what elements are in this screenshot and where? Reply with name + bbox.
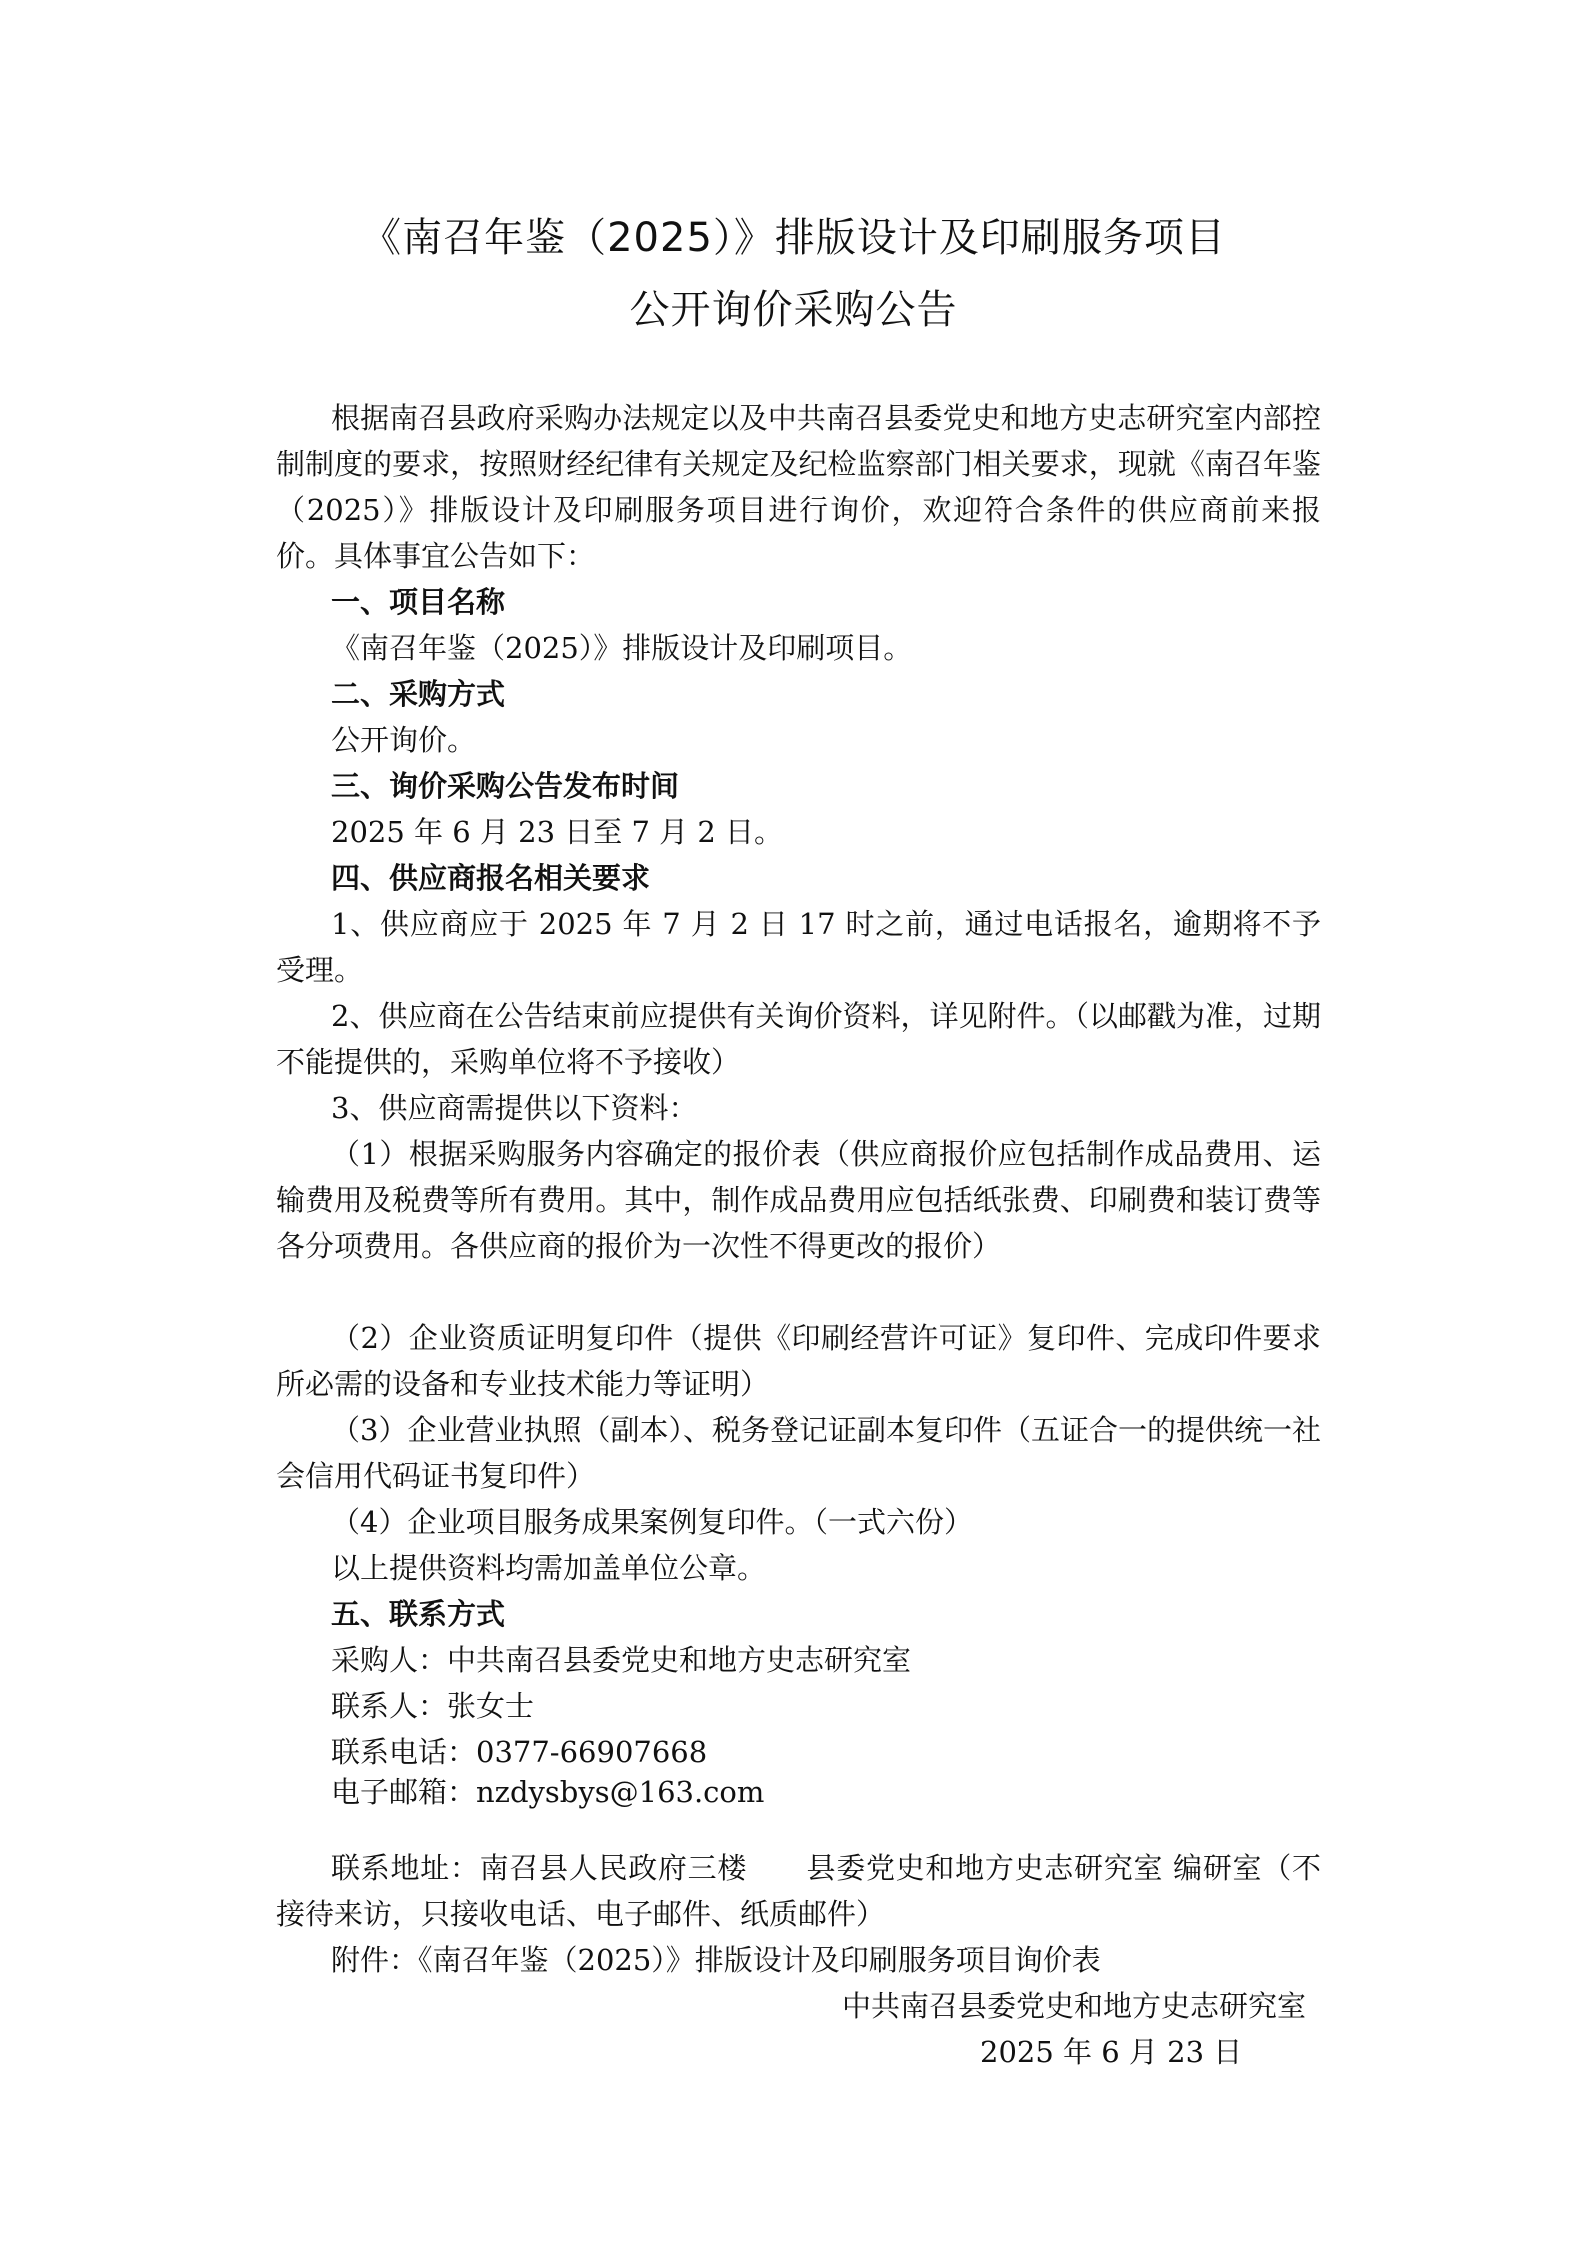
attachment-line: 附件：《南召年鉴（2025）》排版设计及印刷服务项目询价表 xyxy=(331,1943,1101,1977)
section-4-item-1: 1、供应商应于 2025 年 7 月 2 日 17 时之前，通过电话报名，逾期将不予受理。 xyxy=(276,907,1321,987)
buyer-line: 采购人：中共南召县委党史和地方史志研究室 xyxy=(331,1643,912,1677)
section-5-heading: 五、联系方式 xyxy=(331,1597,506,1631)
section-3-heading: 三、询价采购公告发布时间 xyxy=(331,769,680,803)
signature-org: 中共南召县委党史和地方史志研究室 xyxy=(842,1989,1307,2023)
section-4-item-3: 3、供应商需提供以下资料： xyxy=(331,1091,698,1125)
signature-date: 2025 年 6 月 23 日 xyxy=(980,2035,1243,2069)
contact-person-line: 联系人：张女士 xyxy=(331,1689,535,1723)
section-4-sub-1: （1）根据采购服务内容确定的报价表（供应商报价应包括制作成品费用、运输费用及税费等所有费用。其中，制作成品费用应包括纸张费、印刷费和装订费等各分项费用。各供应商的报价为一次性不得更改的报价） xyxy=(276,1137,1321,1263)
section-4-sub-2: （2）企业资质证明复印件（提供《印刷经营许可证》复印件、完成印件要求所必需的设备和专业技术能力等证明） xyxy=(276,1321,1321,1401)
section-4-sub-3: （3）企业营业执照（副本）、税务登记证副本复印件（五证合一的提供统一社会信用代码证书复印件） xyxy=(276,1413,1321,1493)
section-1-text: 《南召年鉴（2025）》排版设计及印刷项目。 xyxy=(331,631,913,665)
section-2-text: 公开询价。 xyxy=(331,723,477,757)
section-2-heading: 二、采购方式 xyxy=(331,677,506,711)
section-3-text: 2025 年 6 月 23 日至 7 月 2 日。 xyxy=(331,815,784,849)
section-4-note: 以上提供资料均需加盖单位公章。 xyxy=(331,1551,767,1585)
phone-line: 联系电话：0377-66907668 xyxy=(331,1735,708,1769)
email-line: 电子邮箱：nzdysbys@163.com xyxy=(331,1775,765,1809)
section-1-heading: 一、项目名称 xyxy=(331,585,506,619)
address-paragraph: 联系地址：南召县人民政府三楼 县委党史和地方史志研究室 编研室（不接待来访，只接收电话、电子邮件、纸质邮件） xyxy=(276,1851,1321,1931)
section-4-heading: 四、供应商报名相关要求 xyxy=(331,861,651,895)
section-4-sub-4: （4）企业项目服务成果案例复印件。（一式六份） xyxy=(331,1505,973,1539)
document-title-line2: 公开询价采购公告 xyxy=(629,287,958,333)
intro-paragraph: 根据南召县政府采购办法规定以及中共南召县委党史和地方史志研究室内部控制制度的要求，按照财经纪律有关规定及纪检监察部门相关要求，现就《南召年鉴（2025）》排版设计及印刷服务项目进行询价，欢迎符合条件的供应商前来报价。具体事宜公告如下： xyxy=(276,401,1321,573)
document-title-line1: 《南召年鉴（2025）》排版设计及印刷服务项目 xyxy=(361,215,1226,261)
section-4-item-2: 2、供应商在公告结束前应提供有关询价资料，详见附件。（以邮戳为准，过期不能提供的，采购单位将不予接收） xyxy=(276,999,1321,1079)
